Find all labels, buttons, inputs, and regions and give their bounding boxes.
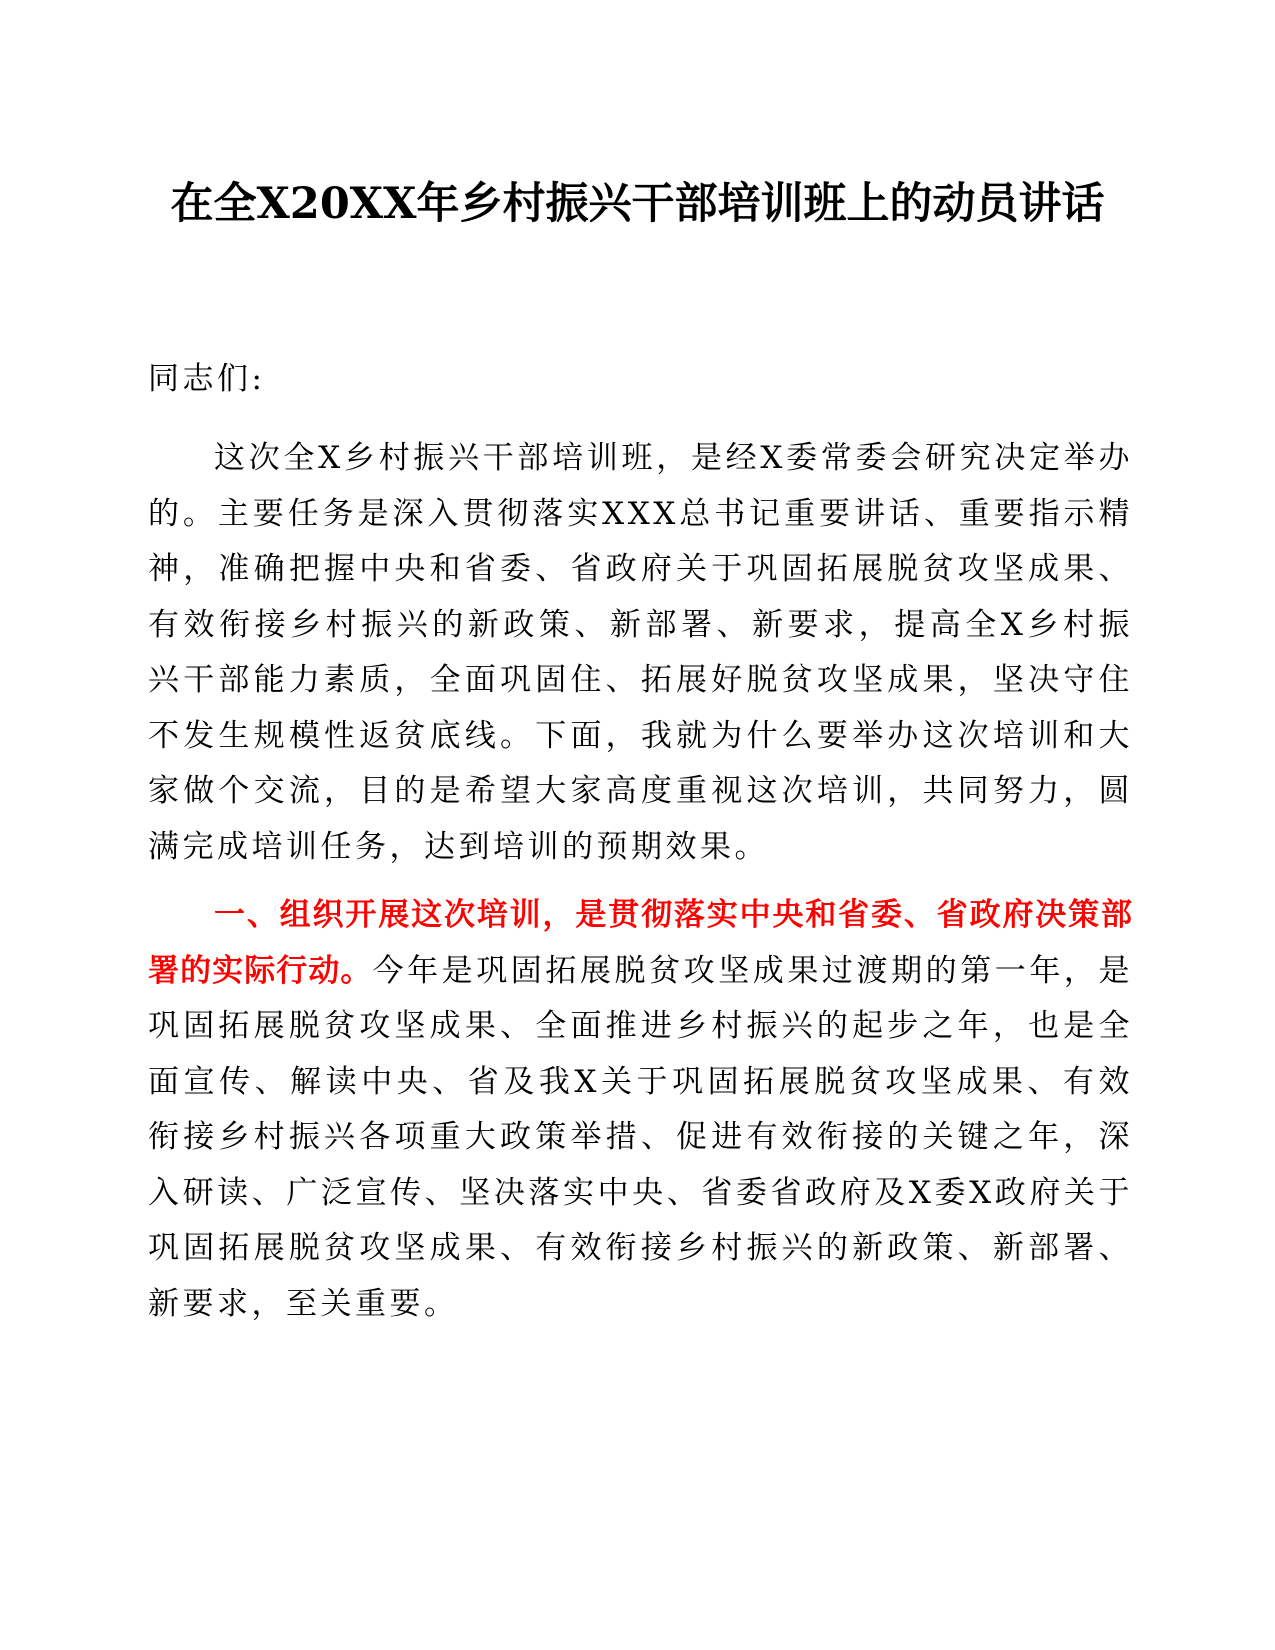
section-heading-one: 一、组织开展这次培训，是贯彻落实中央和省委、省政府决策部署的实际行动。 bbox=[148, 897, 1133, 989]
paragraph-intro: 这次全X乡村振兴干部培训班，是经X委常委会研究决定举办的。主要任务是深入贯彻落实XXX总书记重要讲话、重要指示精神，准确把握中央和省委、省政府关于巩固拓展脱贫攻坚成果、有效衔接乡村振兴的新政策、新部署、新要求，提高全X乡村振兴干部能力素质，全面巩固住、拓展好脱贫攻坚成果，坚决守住不发生规模性返贫底线。下面，我就为什么要举办这次培训和大家做个交流，目的是希望大家高度重视这次培训，共同努力，圆满完成培训任务，达到培训的预期效果。 bbox=[148, 440, 1133, 865]
section-one-body: 今年是巩固拓展脱贫攻坚成果过渡期的第一年，是巩固拓展脱贫攻坚成果、全面推进乡村振兴的起步之年，也是全面宣传、解读中央、省及我X关于巩固拓展脱贫攻坚成果、有效衔接乡村振兴各项重大政策举措、促进有效衔接的关键之年，深入研读、广泛宣传、坚决落实中央、省委省政府及X委X政府关于巩固拓展脱贫攻坚成果、有效衔接乡村振兴的新政策、新部署、新要求，至关重要。 bbox=[148, 952, 1133, 1322]
document-title: 在全X20XX年乡村振兴干部培训班上的动员讲话 bbox=[170, 179, 1105, 229]
paragraph-section-one bbox=[148, 888, 1133, 1332]
salutation: 同志们: bbox=[148, 361, 266, 397]
